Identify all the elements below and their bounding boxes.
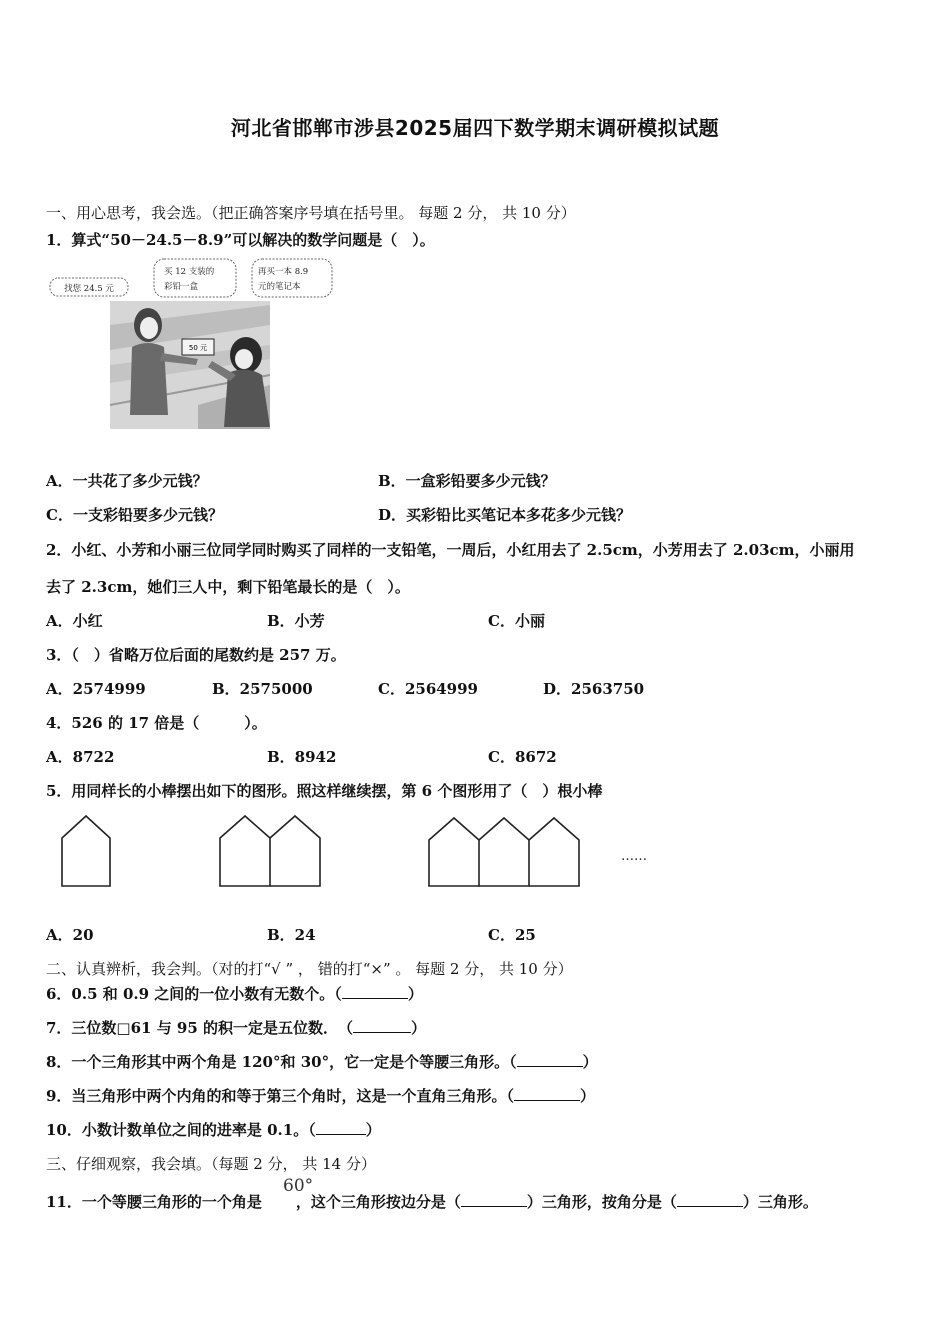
figure-2-house-2	[270, 816, 320, 886]
q11-text-3: ）三角形，按角分是（	[526, 1193, 677, 1211]
q10-text: 10．小数计数单位之间的进率是 0.1。（	[46, 1121, 316, 1139]
q3-stem: 3．（ ）省略万位后面的尾数约是 257 万。	[46, 646, 346, 664]
bubble-pencils-line-2: 彩铅一盒	[164, 282, 199, 292]
q1-option-a: A．一共花了多少元钱？	[46, 472, 208, 490]
q5-option-c: C．25	[488, 926, 536, 944]
bill-label: 50 元	[188, 344, 208, 352]
q1-stem: 1．算式“50－24.5－8.9”可以解决的数学问题是（ ）。	[46, 231, 435, 249]
q5-ellipsis: ……	[621, 849, 647, 864]
q6-text: 6．0.5 和 0.9 之间的一位小数有无数个。（	[46, 985, 342, 1003]
q9-text: 9．当三角形中两个内角的和等于第三个角时，这是一个直角三角形。（	[46, 1087, 514, 1105]
q10-close: ）	[365, 1121, 381, 1139]
q1-option-c: C．一支彩铅要多少元钱？	[46, 506, 223, 524]
q1-illustration	[48, 255, 338, 435]
q7-close: ）	[411, 1019, 427, 1037]
girl-face	[235, 349, 253, 369]
q5-stem: 5．用同样长的小棒摆出如下的图形。照这样继续摆，第 6 个图形用了（ ）根小棒	[46, 782, 603, 800]
q11-blank-by-angle[interactable]	[677, 1192, 743, 1207]
section-2-heading: 二、认真辨析，我会判。（对的打“√ ” ， 错的打“×” 。 每题 2 分， 共 10 分）	[46, 960, 573, 978]
q11-text-1: 11．一个等腰三角形的一个角是	[46, 1193, 262, 1211]
q3-option-a: A．2574999	[46, 680, 146, 698]
q11	[46, 1191, 818, 1212]
q8-text: 8．一个三角形其中两个角是 120°和 30°，它一定是个等腰三角形。（	[46, 1053, 517, 1071]
bubble-pencils-line-1: 买 12 支装的	[164, 267, 215, 277]
section-3-heading: 三、仔细观察，我会填。（每题 2 分， 共 14 分）	[46, 1155, 376, 1173]
q11-blank-by-side[interactable]	[461, 1192, 527, 1207]
q7-text: 7．三位数□61 与 95 的积一定是五位数． （	[46, 1019, 354, 1037]
q6-close: ）	[407, 985, 423, 1003]
q4-option-a: A．8722	[46, 748, 115, 766]
q3-option-b: B．2575000	[212, 680, 313, 698]
bubble-notebook-line-1: 再买一本 8.9	[258, 267, 309, 277]
q9	[46, 1085, 595, 1106]
q8-answer-blank[interactable]	[517, 1052, 583, 1067]
q11-text-4: ）三角形。	[742, 1193, 818, 1211]
q4-option-b: B．8942	[267, 748, 337, 766]
q11-text-2: ，这个三角形按边分是（	[295, 1193, 461, 1211]
q11-angle: 60°	[283, 1176, 314, 1196]
q10	[46, 1119, 381, 1140]
figure-2-house-1	[220, 816, 270, 886]
section-1-heading: 一、用心思考，我会选。（把正确答案序号填在括号里。 每题 2 分， 共 10 分）	[46, 204, 576, 222]
q2-option-c: C．小丽	[488, 612, 545, 630]
q6-answer-blank[interactable]	[342, 984, 408, 999]
q1-option-d: D．买彩铅比买笔记本多花多少元钱？	[378, 506, 632, 524]
q2-stem-line-2: 去了 2.3cm，她们三人中，剩下铅笔最长的是（ ）。	[46, 578, 410, 596]
q8-close: ）	[582, 1053, 598, 1071]
figure-1-house	[62, 816, 110, 886]
q5-option-b: B．24	[267, 926, 316, 944]
q5-stick-figures	[40, 808, 680, 898]
figure-3-house-1	[429, 818, 479, 886]
q8	[46, 1051, 598, 1072]
bubble-notebook-line-2: 元的笔记本	[258, 282, 301, 292]
q6	[46, 983, 423, 1004]
q9-answer-blank[interactable]	[514, 1086, 580, 1101]
q3-option-c: C．2564999	[378, 680, 478, 698]
bubble-change-text: 找您 24.5 元	[64, 284, 114, 294]
page-title: 河北省邯郸市涉县2025届四下数学期末调研模拟试题	[230, 116, 720, 140]
q1-option-b: B．一盒彩铅要多少元钱？	[378, 472, 556, 490]
figure-3-house-2	[479, 818, 529, 886]
q5-option-a: A．20	[46, 926, 94, 944]
q2-stem-line-1: 2．小红、小芳和小丽三位同学同时购买了同样的一支铅笔，一周后，小红用去了 2.5cm，小芳用去了 2.03cm，小丽用	[46, 541, 855, 559]
q3-option-d: D．2563750	[543, 680, 645, 698]
figure-3-house-3	[529, 818, 579, 886]
q7-answer-blank[interactable]	[353, 1018, 411, 1033]
q9-close: ）	[579, 1087, 595, 1105]
q7	[46, 1017, 426, 1038]
clerk-face	[140, 317, 158, 339]
q10-answer-blank[interactable]	[316, 1120, 366, 1135]
q4-stem: 4．526 的 17 倍是（ ）。	[46, 714, 267, 732]
q2-option-b: B．小芳	[267, 612, 325, 630]
q4-option-c: C．8672	[488, 748, 557, 766]
q2-option-a: A．小红	[46, 612, 103, 630]
